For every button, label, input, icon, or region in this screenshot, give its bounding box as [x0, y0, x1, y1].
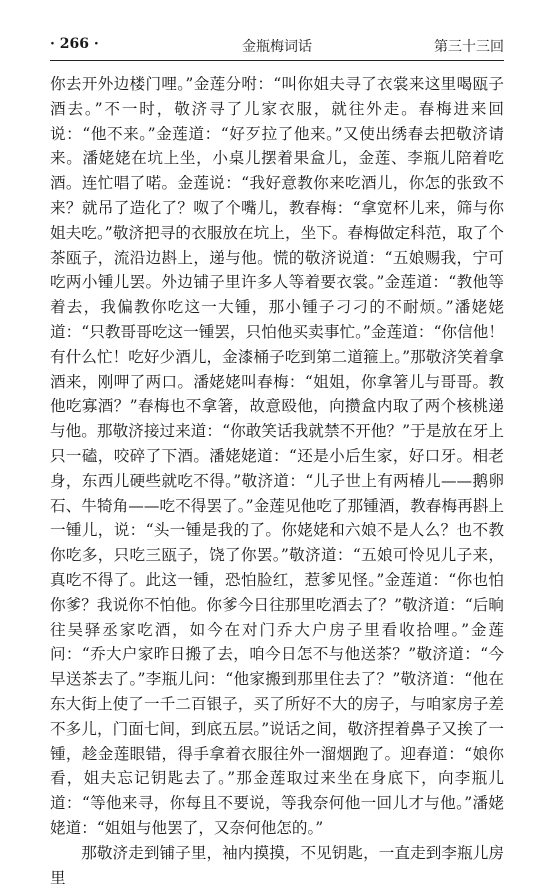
page-number: · 266 · [50, 36, 99, 52]
paragraph: 你去开外边楼门哩。”金莲分咐：“叫你姐夫寻了衣裳来这里喝瓯子酒去。”不一时，敬济寻了儿家衣服，就往外走。春梅进来回说：“他不来。”金莲道：“好歹拉了他来。”又使出绣春去把敬济请来。潘姥姥在坑上坐，小桌儿摆着果盒儿，金莲、李瓶儿陪着吃酒。连忙唱了喏。金莲说：“我好意教你来吃酒儿，你怎的张致不来？就吊了造化了？呶了个嘴儿，教春梅：“拿宽杯儿来，筛与你姐夫吃。”敬济把寻的衣服放在坑上，坐下。春梅做定科范，取了个茶瓯子，流沿边斟上，递与他。慌的敬济说道：“五娘赐我，宁可吃两小锺儿罢。外边铺子里许多人等着要衣裳。”金莲道：“教他等着去，我偏教你吃这一大锺，那小锺子刁刁的不耐烦。”潘姥姥道：“只教哥哥吃这一锺罢，只怕他买卖事忙。”金莲道：“你信他！有什么忙！吃好少酒儿，金漆桶子吃到第二道箍上。”那敬济笑着拿酒来，刚呷了两口。潘姥姥叫春梅：“姐姐，你拿箸儿与哥哥。教他吃寡酒？”春梅也不拿箸，故意殴他，向攒盒内取了两个核桃递与他。那敬济接过来道：“你敢笑话我就禁不开他？”于是放在牙上只一磕，咬碎了下酒。潘姥姥道：“还是小后生家，好口牙。相老身，东西儿硬些就吃不得。”敬济道：“儿子世上有两椿儿——鹅卵石、牛犄角——吃不得罢了。”金莲见他吃了那锺酒，教春梅再斟上一锺儿，说：“头一锺是我的了。你姥姥和六娘不是人么？也不教你吃多，只吃三瓯子，饶了你罢。”敬济道：“五娘可怜见儿子来，真吃不得了。此这一锺，恐怕脸红，惹爹见怪。”金莲道：“你也怕你爹？我说你不怕他。你爹今日往那里吃酒去了？”敬济道：“后晌往吴驿丞家吃酒，如今在对门乔大户房子里看收拾哩。”金莲问：“乔大户家昨日搬了去，咱今日怎不与他送茶？”敬济道：“今早送茶去了。”李瓶儿问：“他家搬到那里住去了？”敬济道：“他在东大街上使了一千二百银子，买了所好不大的房子，与咱家房子差不多儿，门面七间，到底五层。”说话之间，敬济捏着鼻子又挨了一锺，趁金莲眼错，得手拿着衣服往外一溜烟跑了。迎春道：“娘你看，姐夫忘记钥匙去了。”那金莲取过来坐在身底下，向李瓶儿道：“等他来寻，你每且不要说，等我奈何他一回儿才与他。”潘姥姥道：“姐姐与他罢了，又奈何他怎的。” [50, 75, 504, 837]
paragraph: 那敬济走到铺子里，袖内摸摸，不见钥匙，一直走到李瓶儿房里 [50, 843, 504, 887]
book-title: 金瓶梅词话 [242, 39, 312, 55]
body-text [50, 72, 504, 890]
running-header [50, 36, 504, 58]
header-rule [50, 60, 504, 61]
chapter-title: 第三十三回 [434, 39, 504, 55]
